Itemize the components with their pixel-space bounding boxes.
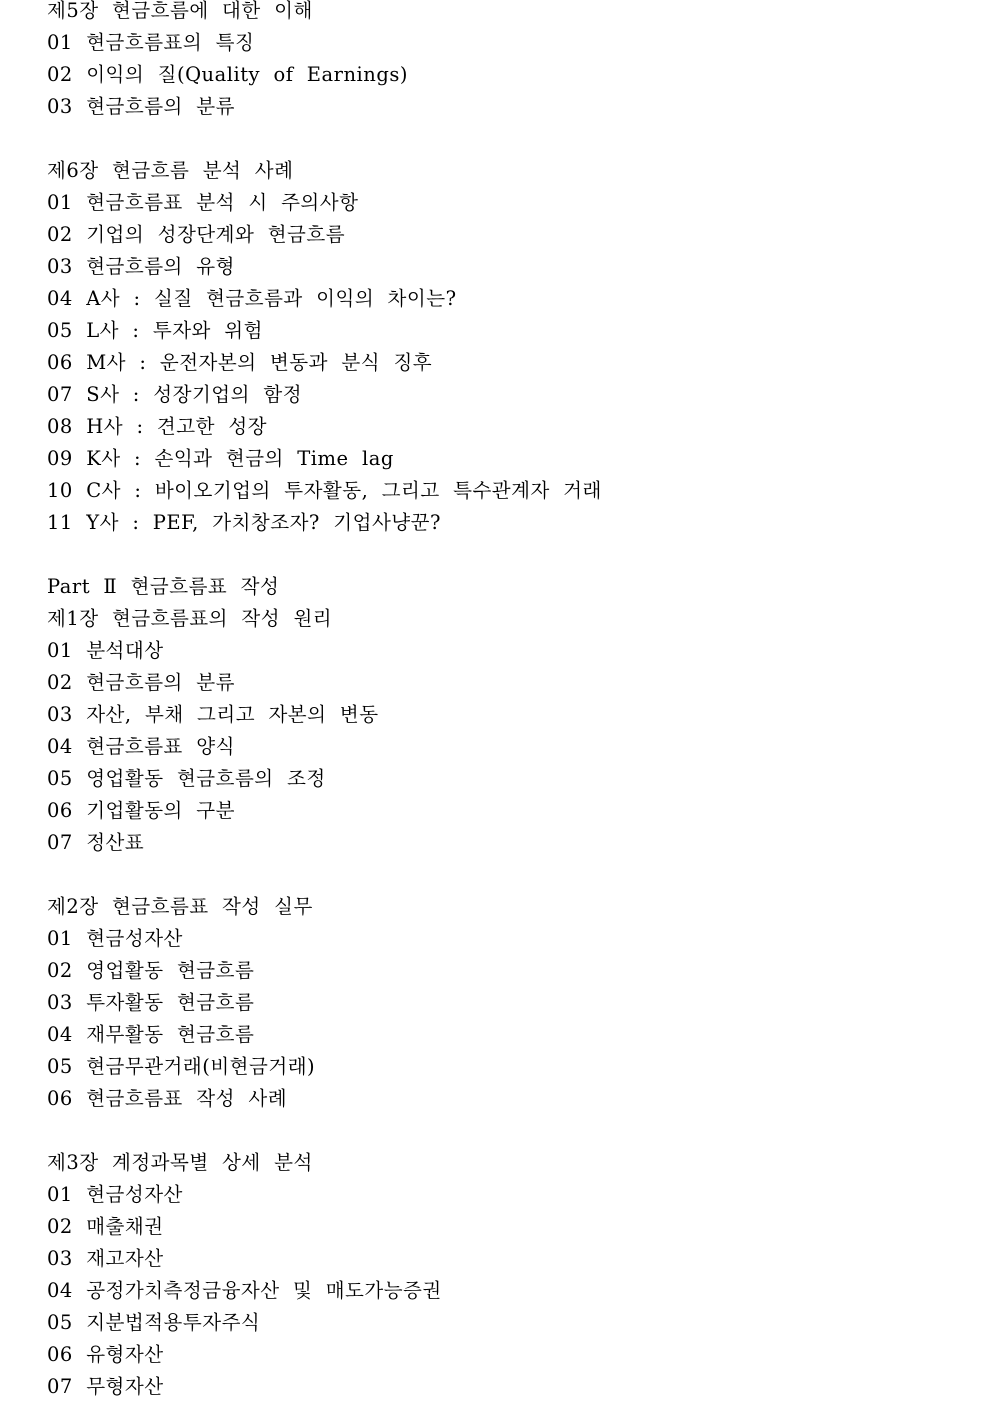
toc-item: 10 C사 : 바이오기업의 투자활동, 그리고 특수관계자 거래: [47, 479, 602, 502]
toc-item: 03 투자활동 현금흐름: [47, 991, 255, 1014]
toc-item: 02 이익의 질(Quality of Earnings): [47, 63, 408, 86]
toc-item: 07 무형자산: [47, 1375, 164, 1398]
toc-item: 03 현금흐름의 분류: [47, 95, 235, 118]
chapter-heading: 제5장 현금흐름에 대한 이해: [47, 0, 313, 22]
toc-item: 06 현금흐름표 작성 사례: [47, 1087, 288, 1110]
table-of-contents: [47, 0, 967, 1403]
toc-item: 04 재무활동 현금흐름: [47, 1023, 255, 1046]
toc-item: 01 현금성자산: [47, 927, 183, 950]
toc-item: 03 현금흐름의 유형: [47, 255, 235, 278]
toc-item: 06 기업활동의 구분: [47, 799, 235, 822]
chapter-heading: 제2장 현금흐름표 작성 실무: [47, 895, 313, 918]
toc-item: 02 기업의 성장단계와 현금흐름: [47, 223, 346, 246]
toc-item: 06 M사 : 운전자본의 변동과 분식 징후: [47, 351, 433, 374]
part-heading: Part Ⅱ 현금흐름표 작성: [47, 575, 280, 598]
toc-item: 04 공정가치측정금융자산 및 매도가능증권: [47, 1279, 442, 1302]
toc-item: 01 현금흐름표 분석 시 주의사항: [47, 191, 359, 214]
toc-item: 02 영업활동 현금흐름: [47, 959, 255, 982]
toc-item: 05 현금무관거래(비현금거래): [47, 1055, 316, 1078]
toc-item: 04 현금흐름표 양식: [47, 735, 235, 758]
spacer: [47, 859, 967, 891]
chapter-heading: 제6장 현금흐름 분석 사례: [47, 159, 294, 182]
toc-item: 03 자산, 부채 그리고 자본의 변동: [47, 703, 379, 726]
chapter-heading: 제3장 계정과목별 상세 분석: [47, 1151, 313, 1174]
toc-item: 02 현금흐름의 분류: [47, 671, 235, 694]
toc-item: 08 H사 : 견고한 성장: [47, 415, 267, 438]
toc-item: 06 유형자산: [47, 1343, 164, 1366]
toc-item: 05 지분법적용투자주식: [47, 1311, 261, 1334]
toc-item: 03 재고자산: [47, 1247, 164, 1270]
toc-item: 01 현금흐름표의 특징: [47, 31, 255, 54]
spacer: [47, 539, 967, 571]
toc-item: 05 L사 : 투자와 위험: [47, 319, 263, 342]
spacer: [47, 1115, 967, 1147]
toc-item: 04 A사 : 실질 현금흐름과 이익의 차이는?: [47, 287, 457, 310]
toc-item: 07 S사 : 성장기업의 함정: [47, 383, 303, 406]
chapter-heading: 제1장 현금흐름표의 작성 원리: [47, 607, 333, 630]
toc-item: 05 영업활동 현금흐름의 조정: [47, 767, 326, 790]
toc-item: 01 분석대상: [47, 639, 164, 662]
toc-item: 09 K사 : 손익과 현금의 Time lag: [47, 447, 394, 470]
spacer: [47, 123, 967, 155]
toc-item: 01 현금성자산: [47, 1183, 183, 1206]
toc-item: 02 매출채권: [47, 1215, 164, 1238]
toc-item: 11 Y사 : PEF, 가치창조자? 기업사냥꾼?: [47, 511, 441, 534]
toc-item: 07 정산표: [47, 831, 145, 854]
